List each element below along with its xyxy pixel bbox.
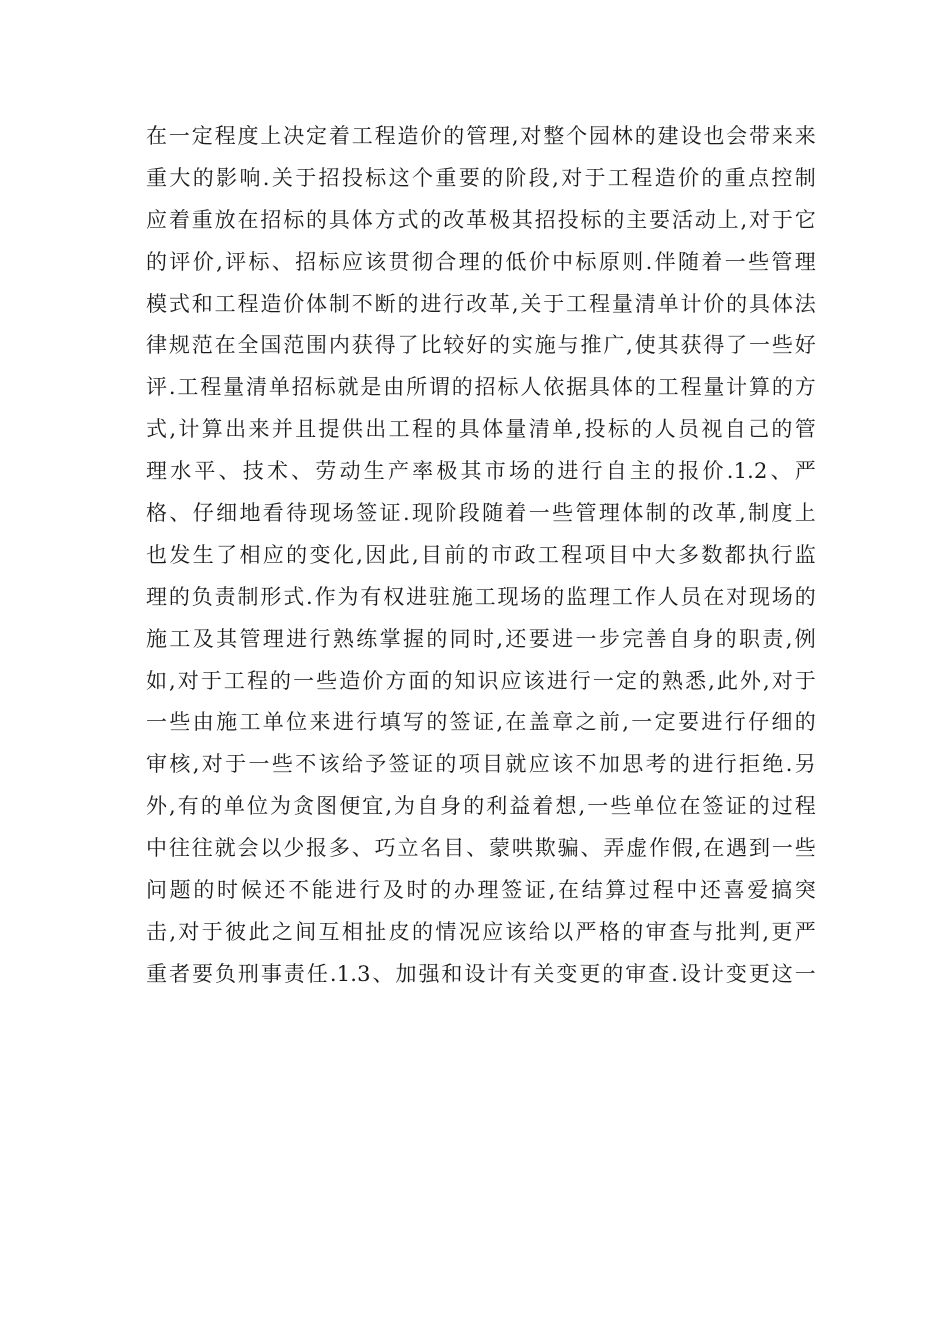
- text-line-21: 重者要负刑事责任.1.3、加强和设计有关变更的审查.设计变更这一: [146, 961, 816, 986]
- text-line-10: 格、仔细地看待现场签证.现阶段随着一些管理体制的改革,制度上: [146, 501, 816, 526]
- text-line-11: 也发生了相应的变化,因此,目前的市政工程项目中大多数都执行监: [146, 542, 816, 567]
- text-line-15: 一些由施工单位来进行填写的签证,在盖章之前,一定要进行仔细的: [146, 710, 816, 735]
- text-line-12: 理的负责制形式.作为有权进驻施工现场的监理工作人员在对现场的: [146, 584, 816, 609]
- text-line-3: 应着重放在招标的具体方式的改革极其招投标的主要活动上,对于它: [146, 207, 816, 232]
- text-line-13: 施工及其管理进行熟练掌握的同时,还要进一步完善自身的职责,例: [146, 626, 816, 651]
- text-line-18: 中往往就会以少报多、巧立名目、蒙哄欺骗、弄虚作假,在遇到一些: [146, 836, 816, 861]
- text-line-4: 的评价,评标、招标应该贯彻合理的低价中标原则.伴随着一些管理: [146, 249, 816, 274]
- text-line-14: 如,对于工程的一些造价方面的知识应该进行一定的熟悉,此外,对于: [146, 668, 816, 693]
- text-line-7: 评.工程量清单招标就是由所谓的招标人依据具体的工程量计算的方: [146, 375, 816, 400]
- text-line-5: 模式和工程造价体制不断的进行改革,关于工程量清单计价的具体法: [146, 291, 816, 316]
- text-line-19: 问题的时候还不能进行及时的办理签证,在结算过程中还喜爱搞突: [146, 878, 816, 903]
- text-line-8: 式,计算出来并且提供出工程的具体量清单,投标的人员视自己的管: [146, 417, 816, 442]
- text-line-16: 审核,对于一些不该给予签证的项目就应该不加思考的进行拒绝.另: [146, 752, 816, 777]
- text-line-17: 外,有的单位为贪图便宜,为自身的利益着想,一些单位在签证的过程: [146, 794, 816, 819]
- text-line-9: 理水平、技术、劳动生产率极其市场的进行自主的报价.1.2、严: [146, 459, 816, 484]
- text-line-6: 律规范在全国范围内获得了比较好的实施与推广,使其获得了一些好: [146, 333, 816, 358]
- text-line-2: 重大的影响.关于招投标这个重要的阶段,对于工程造价的重点控制: [146, 165, 816, 190]
- text-line-1: 在一定程度上决定着工程造价的管理,对整个园林的建设也会带来来: [146, 124, 816, 148]
- text-line-20: 击,对于彼此之间互相扯皮的情况应该给以严格的审查与批判,更严: [146, 919, 816, 944]
- body-paragraph: [146, 116, 816, 996]
